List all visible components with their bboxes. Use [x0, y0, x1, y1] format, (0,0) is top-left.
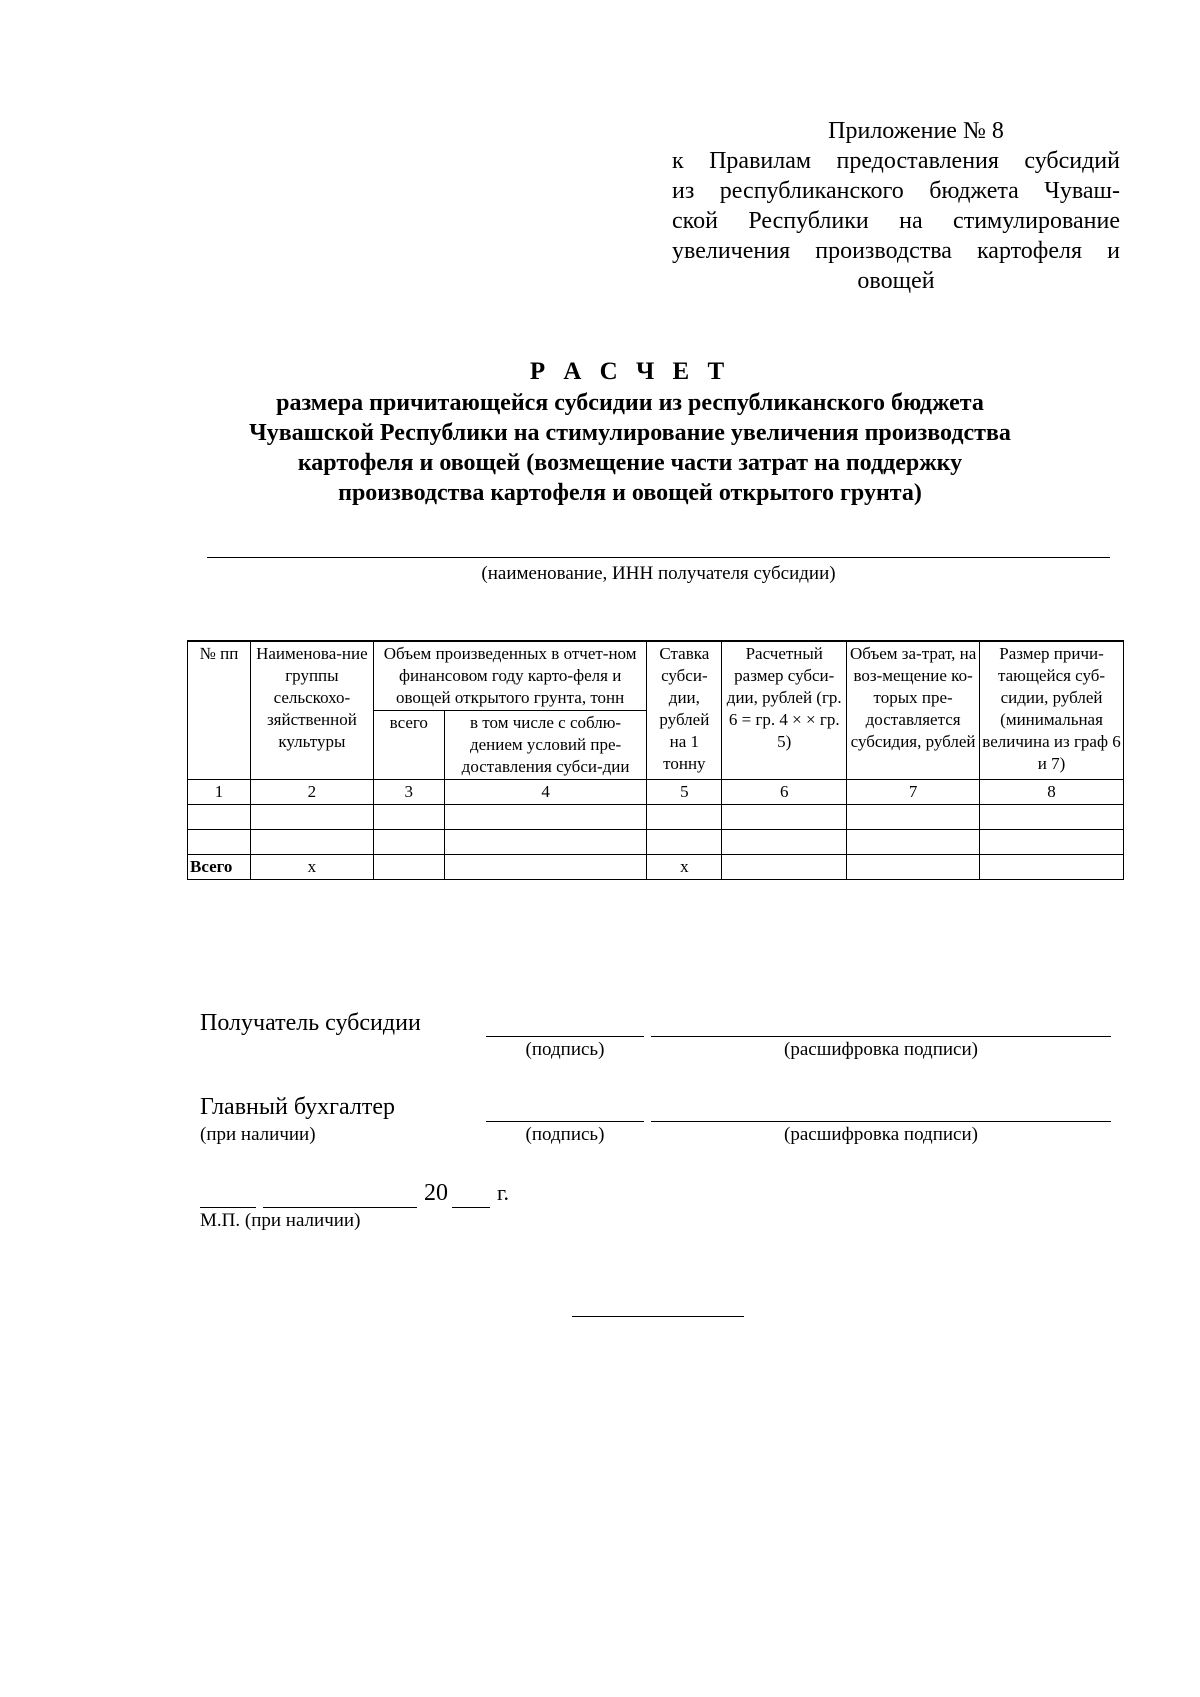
stamp-note: М.П. (при наличии)	[200, 1210, 361, 1231]
table-cell[interactable]	[373, 830, 444, 855]
table-cell[interactable]	[444, 805, 647, 830]
appendix-block	[672, 116, 1120, 296]
accountant-signature-label: Главный бухгалтер	[200, 1094, 395, 1120]
header-cell: Расчетный размер субси-дии, рублей (гр. 6 = гр. 4 × × гр. 5)	[722, 641, 847, 780]
column-number: 3	[373, 780, 444, 805]
signature-caption: (подпись)	[525, 1039, 605, 1060]
table-cell[interactable]	[188, 805, 251, 830]
column-number: 8	[980, 780, 1124, 805]
header-cell: Наименова-ние группы сельскохо-зяйственной культуры	[250, 641, 373, 780]
title-heading: Р А С Ч Е Т	[529, 358, 731, 385]
header-cell: Объем произведенных в отчет-ном финансовом году карто-феля и овощей открытого грунта, тонн	[373, 641, 647, 711]
appendix-line: ской Республики на стимулирование	[672, 208, 1120, 234]
table-cell[interactable]	[722, 805, 847, 830]
recipient-signature-line[interactable]	[486, 1036, 644, 1037]
appendix-number: Приложение № 8	[828, 118, 1004, 144]
column-number: 2	[250, 780, 373, 805]
table-cell[interactable]	[847, 830, 980, 855]
total-cell: х	[250, 855, 373, 880]
total-label: Всего	[188, 855, 251, 880]
total-cell[interactable]	[373, 855, 444, 880]
document-title	[200, 356, 1060, 508]
header-cell: № пп	[188, 641, 251, 780]
calculation-table	[187, 640, 1124, 880]
recipient-caption: (наименование, ИНН получателя субсидии)	[481, 563, 836, 584]
decoding-caption: (расшифровка подписи)	[784, 1124, 978, 1145]
date-year-suffix: г.	[497, 1180, 510, 1205]
column-number: 5	[647, 780, 722, 805]
column-number: 4	[444, 780, 647, 805]
signature-caption: (подпись)	[525, 1124, 605, 1145]
table-cell[interactable]	[647, 830, 722, 855]
total-row	[188, 855, 1124, 880]
table-row[interactable]	[188, 830, 1124, 855]
table-cell[interactable]	[722, 830, 847, 855]
recipient-name-line[interactable]	[207, 557, 1110, 558]
table-cell[interactable]	[250, 805, 373, 830]
accountant-decoding-line[interactable]	[651, 1121, 1111, 1122]
title-line: размера причитающейся субсидии из республиканского бюджета	[276, 390, 984, 416]
column-number: 1	[188, 780, 251, 805]
table-cell[interactable]	[250, 830, 373, 855]
table-cell[interactable]	[980, 830, 1124, 855]
header-cell: в том числе с соблю-дением условий пре-доставления субси-дии	[444, 711, 647, 780]
total-cell: х	[647, 855, 722, 880]
recipient-signature-label: Получатель субсидии	[200, 1010, 421, 1036]
total-cell[interactable]	[847, 855, 980, 880]
title-line: производства картофеля и овощей открытого грунта)	[338, 480, 922, 506]
header-cell: Объем за-трат, на воз-мещение ко-торых пре-доставляется субсидия, рублей	[847, 641, 980, 780]
total-cell[interactable]	[980, 855, 1124, 880]
recipient-decoding-line[interactable]	[651, 1036, 1111, 1037]
table-cell[interactable]	[847, 805, 980, 830]
header-cell: Ставка субси-дии, рублей на 1 тонну	[647, 641, 722, 780]
column-number: 6	[722, 780, 847, 805]
date-year-line[interactable]	[452, 1207, 490, 1208]
date-month-line[interactable]	[263, 1207, 417, 1208]
header-cell: всего	[373, 711, 444, 780]
total-cell[interactable]	[444, 855, 647, 880]
table-cell[interactable]	[373, 805, 444, 830]
appendix-line: овощей	[857, 268, 935, 294]
appendix-line: к Правилам предоставления субсидий	[672, 148, 1120, 174]
table-cell[interactable]	[188, 830, 251, 855]
header-cell: Размер причи-тающейся суб-сидии, рублей (минимальная величина из граф 6 и 7)	[980, 641, 1124, 780]
appendix-line: увеличения производства картофеля и	[672, 238, 1120, 264]
accountant-signature-line[interactable]	[486, 1121, 644, 1122]
table-cell[interactable]	[980, 805, 1124, 830]
title-line: картофеля и овощей (возмещение части затрат на поддержку	[297, 450, 963, 476]
date-year-prefix: 20	[424, 1180, 448, 1206]
table-cell[interactable]	[647, 805, 722, 830]
decoding-caption: (расшифровка подписи)	[784, 1039, 978, 1060]
column-number-row	[188, 780, 1124, 805]
table-row[interactable]	[188, 805, 1124, 830]
accountant-note: (при наличии)	[200, 1124, 316, 1145]
column-number: 7	[847, 780, 980, 805]
title-line: Чувашской Республики на стимулирование увеличения производства	[249, 420, 1011, 446]
total-cell[interactable]	[722, 855, 847, 880]
appendix-line: из республиканского бюджета Чуваш-	[672, 178, 1120, 204]
closing-rule	[572, 1316, 744, 1317]
table-cell[interactable]	[444, 830, 647, 855]
date-day-line[interactable]	[200, 1207, 256, 1208]
table-header-row	[188, 641, 1124, 711]
